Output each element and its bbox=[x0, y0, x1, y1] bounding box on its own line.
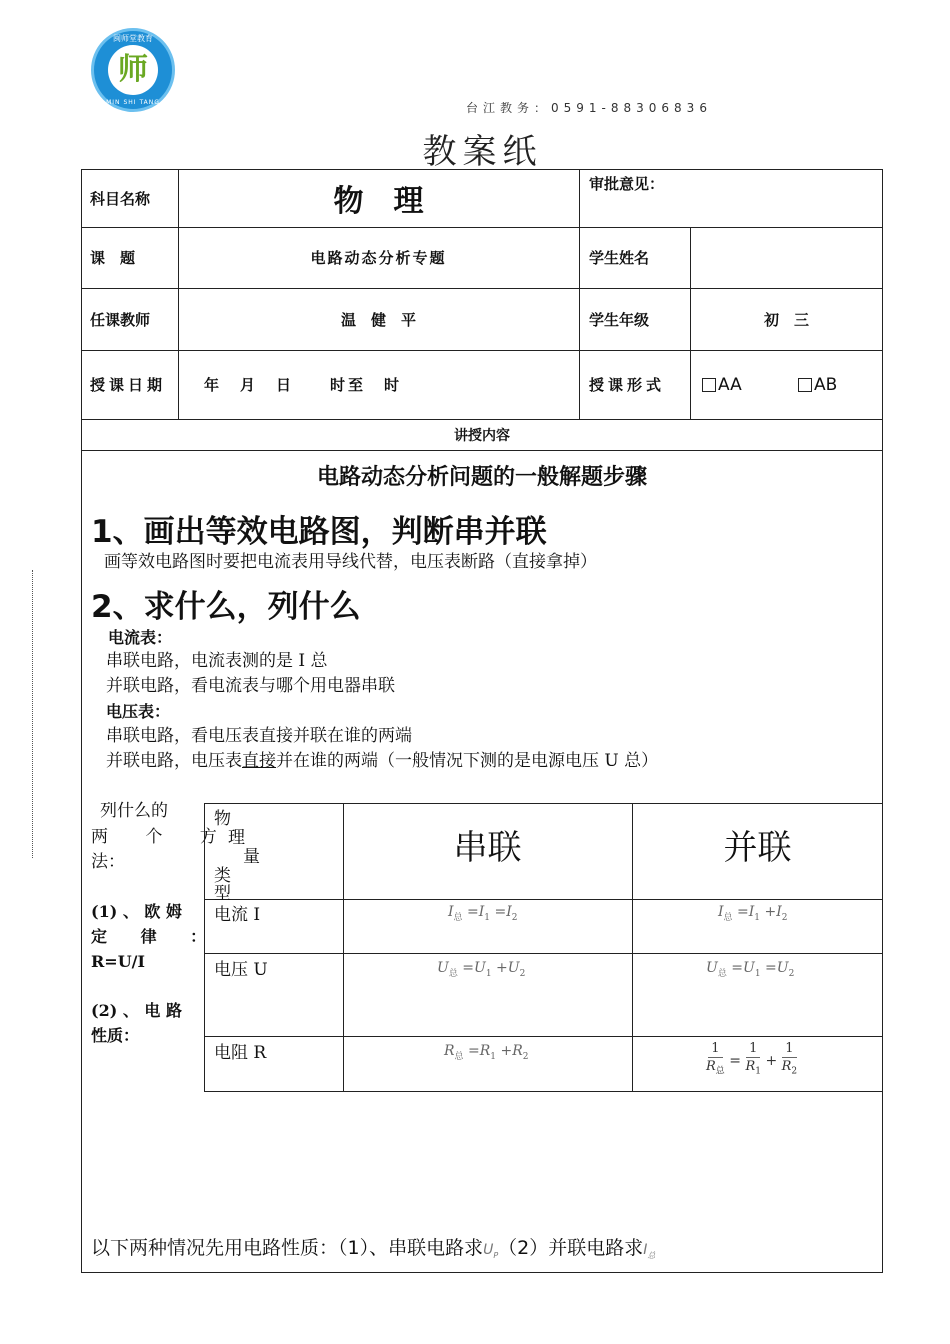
formula-voltage-series: $U_总 =U_1 +U_2$ bbox=[437, 960, 526, 979]
fraction-r2: $\frac{1}{R_2}$ bbox=[781, 1041, 798, 1077]
corner-char: 型 bbox=[214, 884, 231, 904]
voltmeter-parallel-emphasis: 直接 bbox=[242, 751, 276, 771]
step2-heading: 2、求什么，列什么 bbox=[91, 589, 361, 625]
formula-table-border bbox=[204, 803, 205, 1091]
voltmeter-parallel-part1: 并联电路，电压表 bbox=[106, 751, 242, 771]
corner-char: 类 bbox=[214, 866, 231, 886]
row-divider bbox=[81, 450, 883, 451]
form-label: 授课形式 bbox=[589, 376, 666, 394]
formula-resistance-series: $R_总 =R_1 +R_2$ bbox=[444, 1043, 529, 1062]
side-note-line2: 两 个 方 bbox=[91, 827, 233, 847]
step1-note: 画等效电路图时要把电流表用导线代替，电压表断路（直接拿掉） bbox=[104, 552, 597, 572]
corner-char: 理 bbox=[228, 828, 245, 848]
checkbox-icon[interactable] bbox=[702, 378, 716, 392]
content-section-label: 讲授内容 bbox=[454, 427, 510, 444]
logo-bottom-text: MIN SHI TANG bbox=[106, 99, 160, 106]
row-divider bbox=[81, 350, 883, 351]
teacher-value: 温 健 平 bbox=[340, 310, 416, 329]
checkbox-icon[interactable] bbox=[798, 378, 812, 392]
formula-current-parallel: $I_总 =I_1 +I_2$ bbox=[718, 904, 788, 923]
document-title: 教案纸 bbox=[422, 132, 543, 172]
form-option-aa-label: AA bbox=[718, 374, 742, 395]
form-option-aa[interactable] bbox=[702, 350, 742, 419]
fraction-r1: $\frac{1}{R_1}$ bbox=[745, 1041, 761, 1077]
content-title: 电路动态分析问题的一般解题步骤 bbox=[316, 465, 647, 490]
corner-char: 量 bbox=[243, 847, 260, 867]
symbol-up: $U_P$ bbox=[483, 1242, 499, 1260]
symbol-i-total: $I_总$ bbox=[643, 1242, 656, 1260]
voltmeter-label: 电压表： bbox=[106, 702, 171, 721]
topic-label: 课 题 bbox=[90, 249, 136, 267]
fraction-total: $\frac{1}{R_总}$ bbox=[706, 1041, 725, 1077]
formula-table-border bbox=[204, 803, 883, 804]
date-value: 年 月 日 时至 时 bbox=[204, 376, 403, 394]
step1-heading: 1、画出等效电路图，判断串并联 bbox=[91, 514, 547, 550]
voltmeter-parallel bbox=[106, 749, 658, 774]
subject-value: 物 理 bbox=[333, 184, 424, 219]
side-prop-line2: 性质： bbox=[91, 1026, 140, 1045]
ammeter-label: 电流表： bbox=[108, 628, 173, 647]
column-header-parallel: 并联 bbox=[723, 828, 792, 868]
teacher-label: 任课教师 bbox=[90, 310, 151, 329]
formula-table-border bbox=[204, 1091, 883, 1092]
grade-value: 初 三 bbox=[763, 310, 809, 329]
formula-table-row bbox=[204, 899, 883, 900]
formula-voltage-parallel: $U_总 =U_1 =U_2$ bbox=[706, 960, 795, 979]
formula-resistance-parallel: $\frac{1}{R_总}$ = $\frac{1}{R_1}$ + $\frac{1}{R_2}$ bbox=[706, 1041, 797, 1081]
ammeter-parallel: 并联电路，看电流表与哪个用电器串联 bbox=[106, 676, 395, 696]
school-logo bbox=[91, 28, 175, 112]
date-label: 授课日期 bbox=[90, 376, 167, 394]
subject-label: 科目名称 bbox=[90, 189, 151, 208]
side-ohm-line1: (1) 、 欧 姆 bbox=[91, 902, 182, 921]
formula-table-row bbox=[204, 1036, 883, 1037]
topic-value: 电路动态分析专题 bbox=[310, 249, 447, 267]
footer-instruction bbox=[91, 1235, 655, 1269]
side-prop-line1: (2) 、 电 路 bbox=[91, 1001, 182, 1020]
voltmeter-parallel-part2: 并在谁的两端（一般情况下测的是电源电压 U 总） bbox=[276, 751, 659, 771]
formula-table-row bbox=[204, 953, 883, 954]
column-header-series: 串联 bbox=[453, 828, 522, 868]
logo-top-text: 闽师堂教育 bbox=[113, 34, 153, 43]
side-note-line3: 法： bbox=[91, 852, 125, 872]
row-header-resistance: 电阻 R bbox=[214, 1043, 267, 1063]
form-option-ab-label: AB bbox=[814, 374, 838, 395]
grade-label: 学生年级 bbox=[589, 310, 650, 329]
student-name-field[interactable] bbox=[690, 227, 883, 288]
footer-part2: （2）并联电路求 bbox=[498, 1237, 644, 1259]
logo-glyph: 师 bbox=[118, 52, 148, 87]
side-note-line1: 列什么的 bbox=[100, 801, 168, 821]
student-name-label: 学生姓名 bbox=[589, 249, 650, 267]
margin-dotted-line bbox=[32, 570, 33, 858]
row-header-current: 电流 I bbox=[214, 905, 261, 925]
logo-center bbox=[108, 45, 158, 95]
voltmeter-series: 串联电路，看电压表直接并联在谁的两端 bbox=[106, 726, 412, 746]
footer-part1: 以下两种情况先用电路性质：（1）、串联电路求 bbox=[91, 1237, 484, 1259]
side-ohm-line2: 定 律 ： bbox=[91, 927, 221, 946]
contact-phone: 台江教务：0591-88306836 bbox=[466, 101, 712, 115]
ammeter-series: 串联电路，电流表测的是 I 总 bbox=[106, 651, 328, 671]
approval-label: 审批意见： bbox=[589, 174, 665, 193]
form-option-ab[interactable] bbox=[798, 350, 837, 419]
formula-current-series: $I_总 =I_1 =I_2$ bbox=[448, 904, 518, 923]
side-ohm-formula: R=U/I bbox=[91, 952, 145, 971]
col-divider bbox=[579, 169, 580, 419]
row-header-voltage: 电压 U bbox=[214, 960, 268, 980]
corner-char: 物 bbox=[214, 809, 231, 829]
